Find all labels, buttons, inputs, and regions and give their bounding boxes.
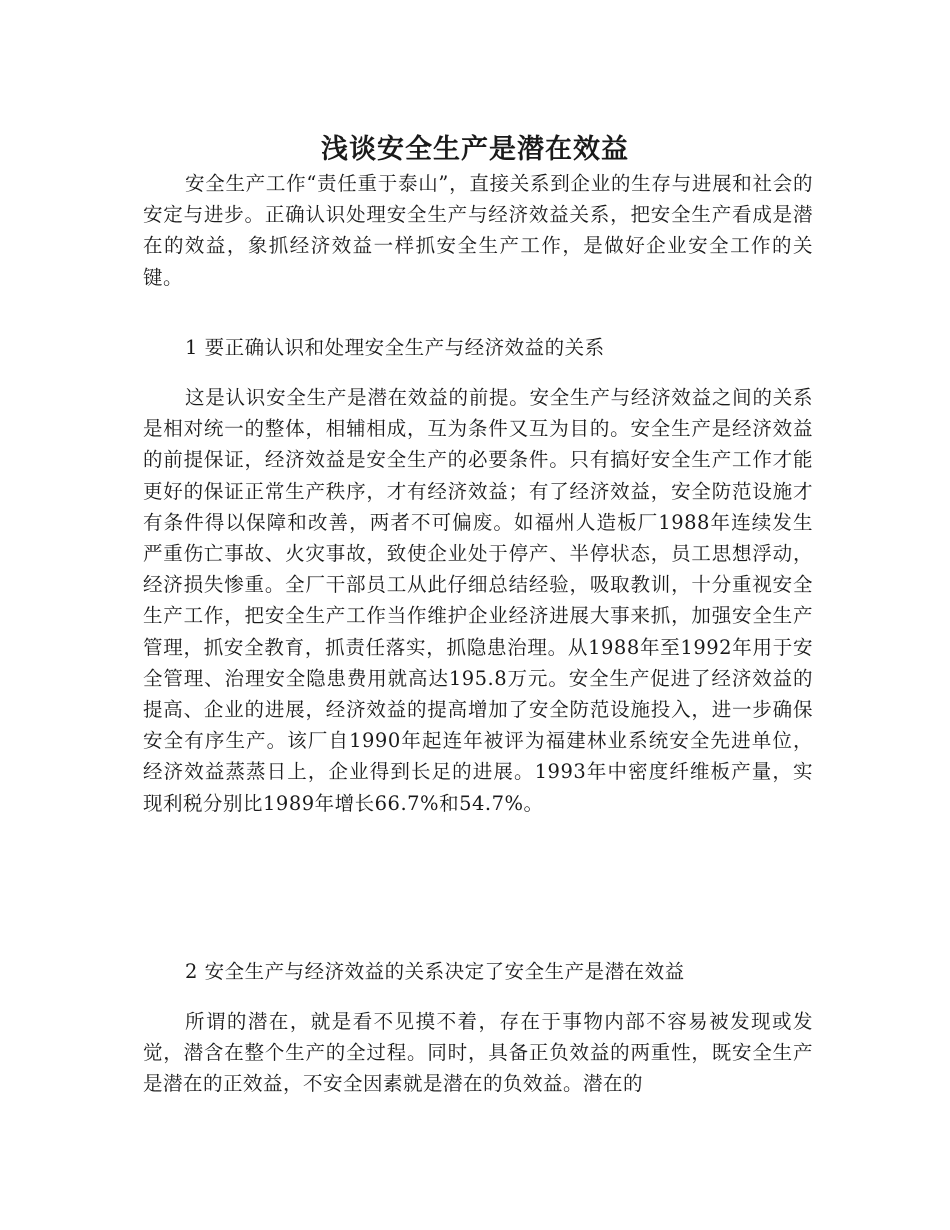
section-1-heading: 1 要正确认识和处理安全生产与经济效益的关系 bbox=[185, 336, 605, 359]
section-2-heading: 2 安全生产与经济效益的关系决定了安全生产是潜在效益 bbox=[185, 960, 685, 983]
document-title: 浅谈安全生产是潜在效益 bbox=[321, 134, 629, 166]
section-1-paragraph: 这是认识安全生产是潜在效益的前提。安全生产与经济效益之间的关系是相对统一的整体，相辅相成，互为条件又互为目的。安全生产是经济效益的前提保证，经济效益是安全生产的必要条件。只有搞好安全生产工作才能更好的保证正常生产秩序，才有经济效益；有了经济效益，安全防范设施才有条件得以保障和改善，两者不可偏废。如福州人造板厂1988年连续发生严重伤亡事故、火灾事故，致使企业处于停产、半停状态，员工思想浮动，经济损失惨重。全厂干部员工从此仔细总结经验，吸取教训，十分重视安全生产工作，把安全生产工作当作维护企业经济进展大事来抓，加强安全生产管理，抓安全教育，抓责任落实，抓隐患治理。从1988年至1992年用于安全管理、治理安全隐患费用就高达195.8万元。安全生产促进了经济效益的提高、企业的进展，经济效益的提高增加了安全防范设施投入，进一步确保安全有序生产。该厂自1990年起连年被评为福建林业系统安全先进单位，经济效益蒸蒸日上，企业得到长足的进展。1993年中密度纤维板产量，实现利税分别比1989年增长66.7%和54.7%。 bbox=[143, 386, 813, 815]
intro-paragraph: 安全生产工作“责任重于泰山”，直接关系到企业的生存与进展和社会的安定与进步。正确认识处理安全生产与经济效益关系，把安全生产看成是潜在的效益，象抓经济效益一样抓安全生产工作，是做好企业安全工作的关键。 bbox=[143, 172, 813, 289]
section-2-paragraph: 所谓的潜在，就是看不见摸不着，存在于事物内部不容易被发现或发觉，潜含在整个生产的全过程。同时，具备正负效益的两重性，既安全生产是潜在的正效益，不安全因素就是潜在的负效益。潜在的 bbox=[143, 1010, 813, 1096]
